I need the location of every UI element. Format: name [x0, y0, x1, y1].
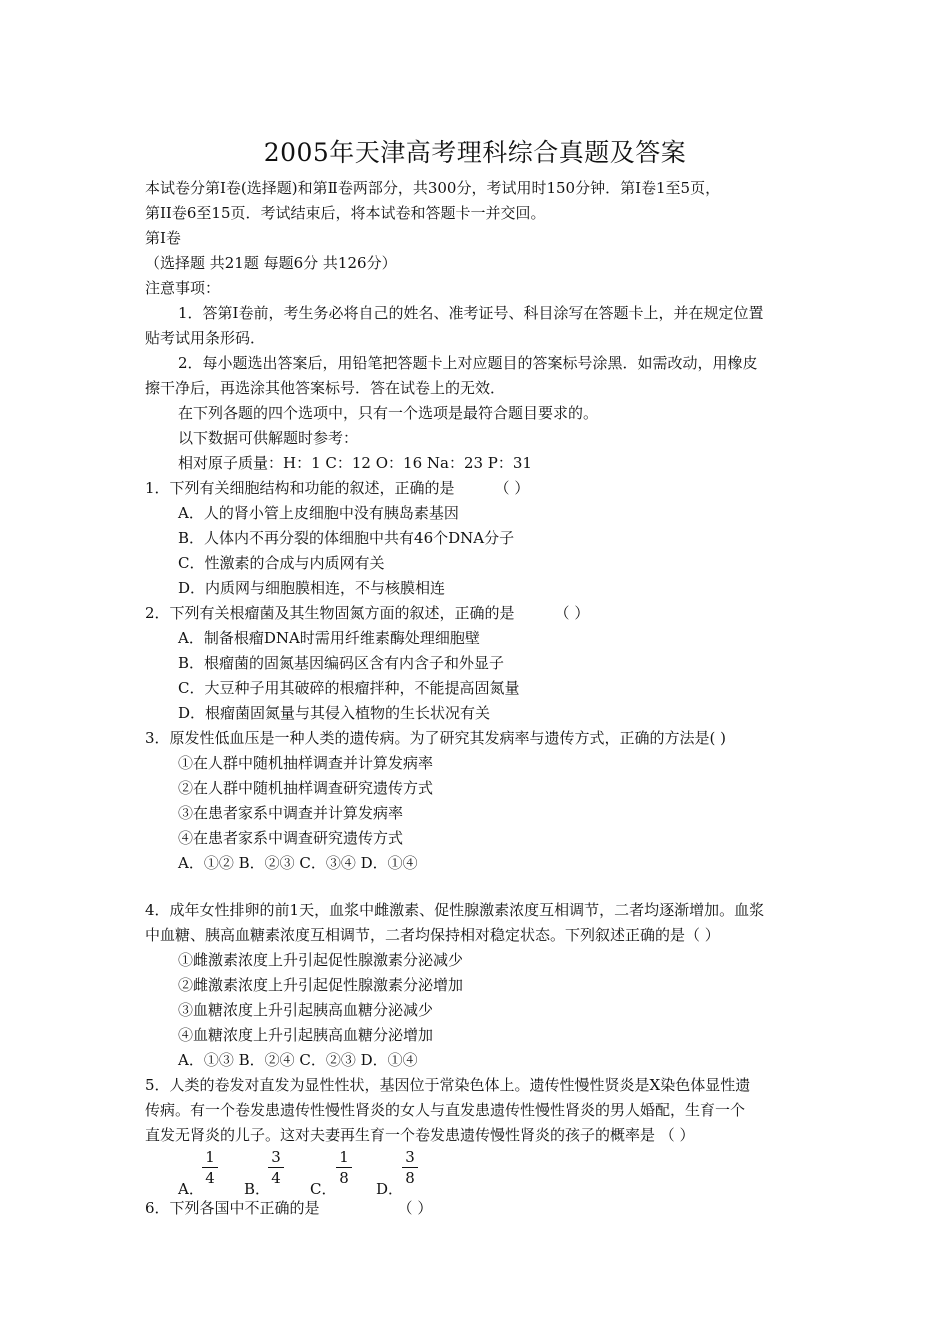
q5-option-b-fraction: [268, 1148, 284, 1187]
q1-stem-text: 1．下列有关细胞结构和功能的叙述，正确的是: [145, 479, 455, 497]
page-title: 2005年天津高考理科综合真题及答案: [263, 138, 687, 167]
q2-option-b: B．根瘤菌的固氮基因编码区含有内含子和外显子: [178, 654, 505, 672]
q5-option-c-fraction: [336, 1148, 352, 1187]
part-heading: 第Ⅰ卷: [145, 229, 181, 247]
q5-option-c-label: C．: [310, 1180, 337, 1198]
q5-stem-c: 直发无肾炎的儿子。这对夫妻再生育一个卷发患遗传慢性肾炎的孩子的概率是 （ ）: [145, 1126, 695, 1144]
q5-fa-num: 1: [205, 1148, 215, 1166]
fraction-bar: [336, 1167, 352, 1168]
notice-2b: 擦干净后，再选涂其他答案标号．答在试卷上的无效．: [145, 379, 506, 397]
q4-stem-a: 4．成年女性排卵的前1天，血浆中雌激素、促性腺激素浓度互相调节，二者均逐渐增加。血浆: [145, 901, 765, 919]
q2-option-d: D．根瘤菌固氮量与其侵入植物的生长状况有关: [178, 704, 491, 722]
q5-fd-den: 8: [405, 1169, 415, 1187]
q3-item-2: ②在人群中随机抽样调查研究遗传方式: [178, 779, 434, 797]
fraction-bar: [268, 1167, 284, 1168]
q2-option-c: C．大豆种子用其破碎的根瘤拌种，不能提高固氮量: [178, 679, 520, 697]
q2-stem-text: 2．下列有关根瘤菌及其生物固氮方面的叙述，正确的是: [145, 604, 515, 622]
q5-option-a-label: A．: [178, 1180, 204, 1198]
q4-item-3: ③血糖浓度上升引起胰高血糖分泌减少: [178, 1001, 434, 1019]
q3-item-1: ①在人群中随机抽样调查并计算发病率: [178, 754, 434, 772]
fraction-bar: [402, 1167, 418, 1168]
q4-item-4: ④血糖浓度上升引起胰高血糖分泌增加: [178, 1026, 434, 1044]
q6-answer-blank: （ ）: [397, 1199, 433, 1217]
notice-3: 在下列各题的四个选项中，只有一个选项是最符合题目要求的。: [178, 404, 599, 422]
q5-fb-num: 3: [271, 1148, 281, 1166]
q2-option-a: A．制备根瘤DNA时需用纤维素酶处理细胞壁: [178, 629, 480, 647]
q4-stem-b: 中血糖、胰高血糖素浓度互相调节，二者均保持相对稳定状态。下列叙述正确的是（ ）: [145, 926, 720, 944]
q5-option-d-label: D．: [376, 1180, 404, 1198]
q4-item-1: ①雌激素浓度上升引起促性腺激素分泌减少: [178, 951, 464, 969]
q4-options: A．①③ B．②④ C．②③ D．①④: [178, 1051, 418, 1069]
q5-stem-a: 5．人类的卷发对直发为显性性状，基因位于常染色体上。遗传性慢性贤炎是X染色体显性遗: [145, 1076, 751, 1094]
q1-option-a: A．人的肾小管上皮细胞中没有胰岛素基因: [178, 504, 459, 522]
q6-stem-text: 6．下列各国中不正确的是: [145, 1199, 320, 1217]
q5-fc-num: 1: [339, 1148, 349, 1166]
q5-option-a-fraction: [202, 1148, 218, 1187]
notice-5: 相对原子质量：H：1 C：12 O：16 Na：23 P：31: [178, 454, 532, 472]
notice-1a: 1．答第Ⅰ卷前，考生务必将自己的姓名、准考证号、科目涂写在答题卡上，并在规定位置: [178, 304, 764, 322]
notice-heading: 注意事项：: [145, 279, 221, 297]
q5-stem-b: 传病。有一个卷发患遗传性慢性肾炎的女人与直发患遗传性慢性肾炎的男人婚配，生育一个: [145, 1101, 746, 1119]
fraction-bar: [202, 1167, 218, 1168]
q5-option-b-label: B．: [244, 1180, 271, 1198]
q3-item-4: ④在患者家系中调查研究遗传方式: [178, 829, 404, 847]
q6-stem: [145, 1198, 432, 1218]
q3-options: A．①② B．②③ C．③④ D．①④: [178, 854, 418, 872]
part-info: （选择题 共21题 每题6分 共126分）: [145, 254, 397, 272]
q5-fc-den: 8: [339, 1169, 349, 1187]
q1-option-b: B．人体内不再分裂的体细胞中共有46个DNA分子: [178, 529, 515, 547]
q3-stem: 3．原发性低血压是一种人类的遗传病。为了研究其发病率与遗传方式，正确的方法是( ): [145, 729, 727, 747]
q3-item-3: ③在患者家系中调查并计算发病率: [178, 804, 404, 822]
notice-4: 以下数据可供解题时参考：: [178, 429, 359, 447]
notice-2a: 2．每小题选出答案后，用铅笔把答题卡上对应题目的答案标号涂黑．如需改动，用橡皮: [178, 354, 758, 372]
q2-answer-blank: （ ）: [554, 604, 590, 622]
q5-option-d-fraction: [402, 1148, 418, 1187]
intro-line-1: 本试卷分第Ⅰ卷(选择题)和第Ⅱ卷两部分，共300分，考试用时150分钟．第Ⅰ卷1至5页，: [145, 179, 721, 197]
intro-line-2: 第II卷6至15页．考试结束后，将本试卷和答题卡一并交回。: [145, 204, 546, 222]
notice-1b: 贴考试用条形码．: [145, 329, 266, 347]
q2-stem: [145, 603, 589, 623]
q1-answer-blank: （ ）: [494, 479, 530, 497]
q1-stem: [145, 478, 529, 498]
q5-fd-num: 3: [405, 1148, 415, 1166]
q1-option-d: D．内质网与细胞膜相连，不与核膜相连: [178, 579, 446, 597]
q5-fb-den: 4: [271, 1169, 281, 1187]
q1-option-c: C．性激素的合成与内质网有关: [178, 554, 385, 572]
q5-fa-den: 4: [205, 1169, 215, 1187]
q4-item-2: ②雌激素浓度上升引起促性腺激素分泌增加: [178, 976, 464, 994]
